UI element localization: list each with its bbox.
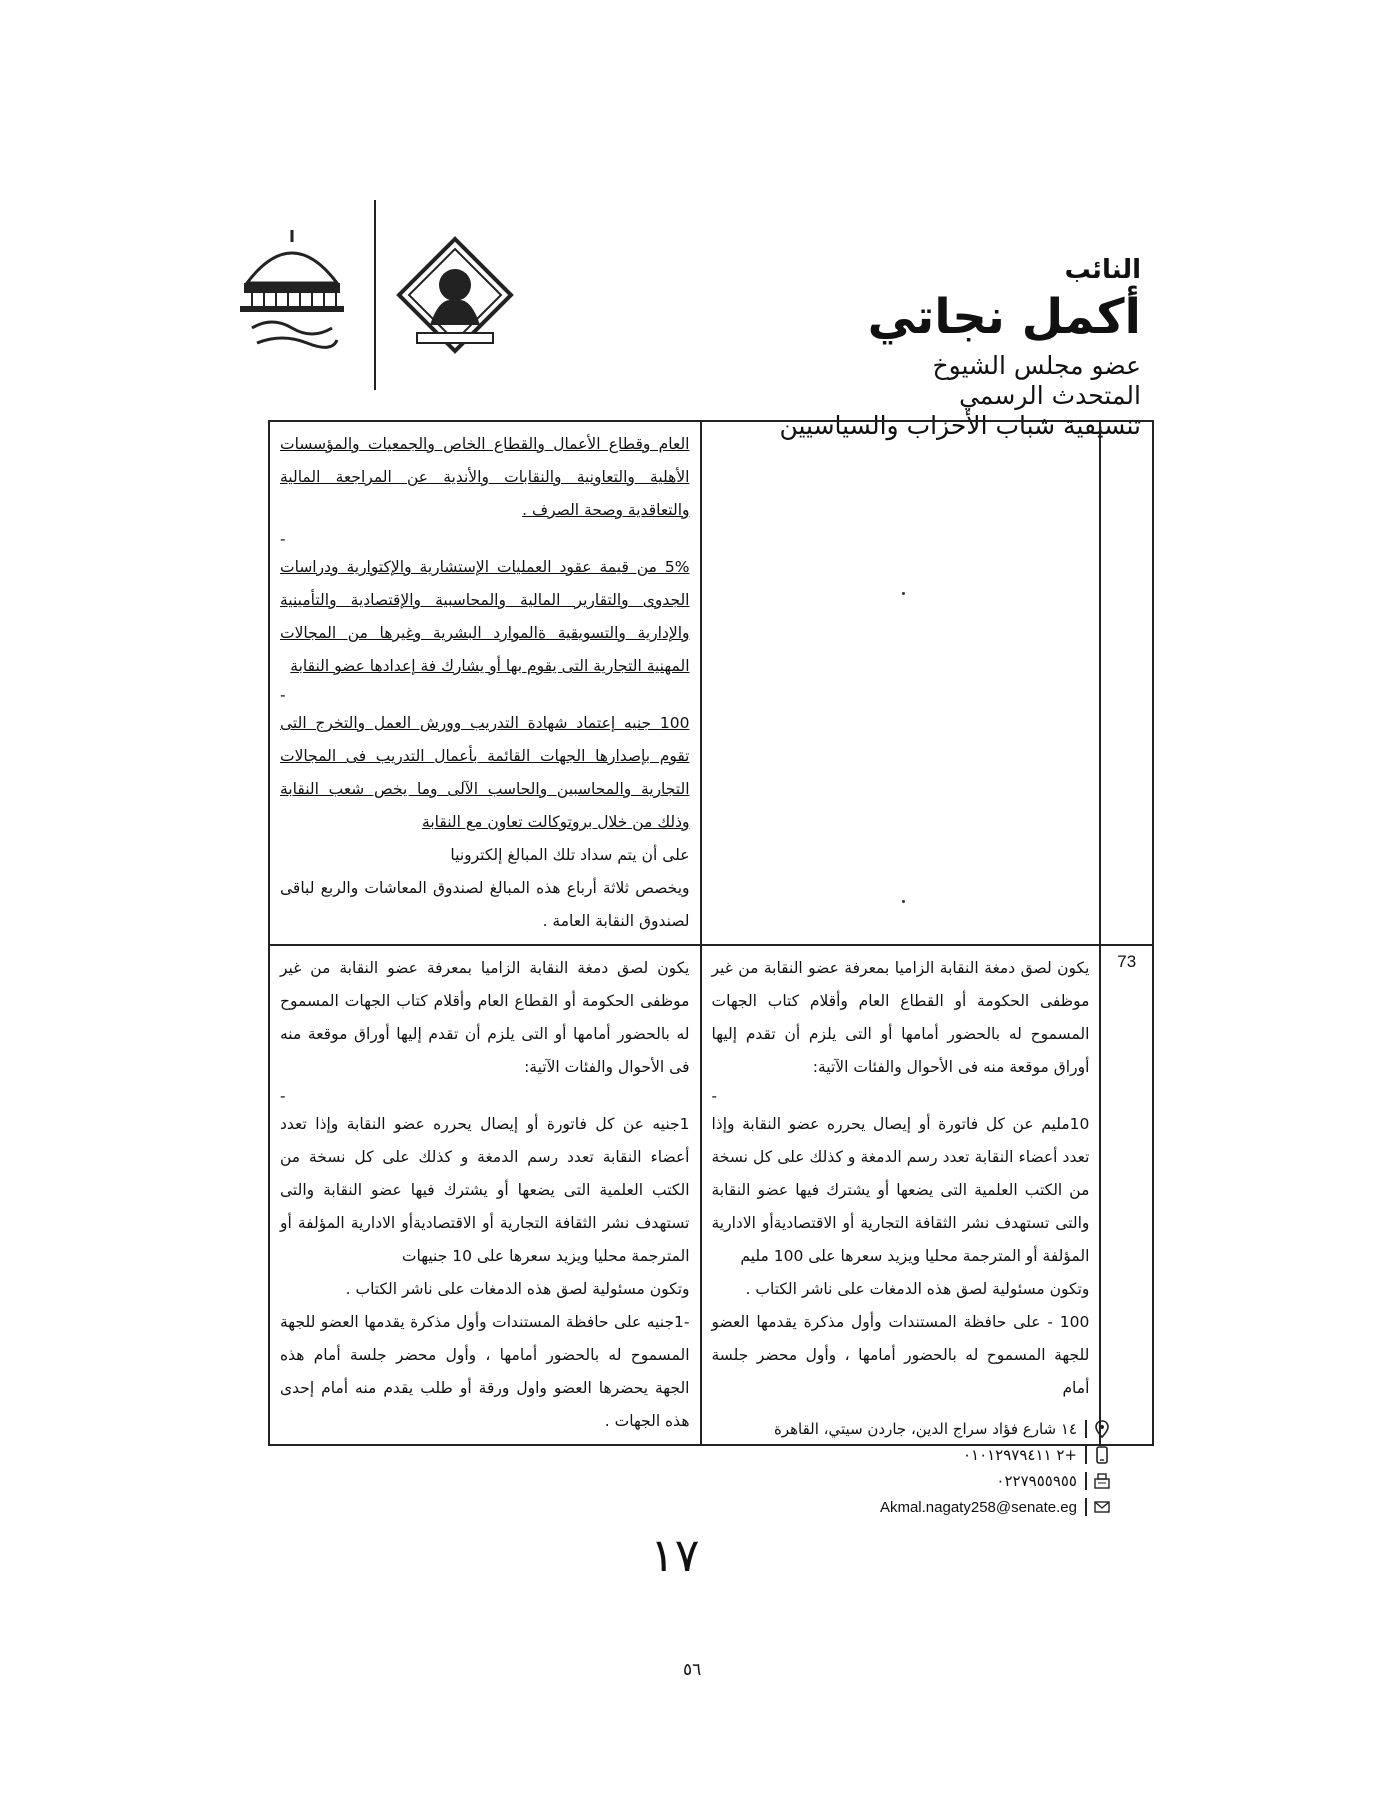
articles-table [268,420,1154,1446]
scan-dot [902,592,905,595]
amendment-text-cell [269,421,701,945]
senate-logo-icon [232,228,352,358]
phone-icon [1085,1446,1111,1464]
role-coordination: تنسيقية شباب الأحزاب والسياسيين [779,411,1141,440]
address-row [774,1416,1111,1442]
paragraph: وتكون مسئولية لصق هذه الدمغات على ناشر الكتاب . [745,1280,1090,1298]
role-senate: عضو مجلس الشيوخ [932,351,1141,380]
email-row [774,1494,1111,1520]
handwritten-page-number: ١٧ [650,1528,700,1582]
paragraph: 10مليم عن كل فاتورة أو إيصال يحرره عضو النقابة وإذا تعدد أعضاء النقابة تعدد رسم الدمغة و كذلك على كل نسخة من الكتب العلمية التى يضعها أو يشترك فيها عضو النقابة والتى تستهدف نشر الثقافة التجارية أو الاقتصاديةأو الادارية المؤلفة أو المترجمة محليا ويزيد سعرها على 100 مليم [711,1115,1090,1265]
table-row [269,945,1153,1445]
paragraph: 5% من قيمة عقود العمليات الإستشارية والإكتوارية ودراسات الجدوى والتقارير المالية والمحاسبية والإقتصادية والتأمينية والإدارية والتسويقية ةالموارد البشرية وغيرها من المجالات المهنية التجارية التى يقوم بها أو يشارك فة إعدادها عضو النقابة [280,558,690,675]
paragraph: على أن يتم سداد تلك المبالغ إلكترونيا [450,846,690,864]
dash-separator: - [280,1087,286,1105]
fax-row [774,1468,1111,1494]
email-icon [1085,1498,1111,1516]
original-text-cell [701,945,1101,1445]
mobile-number: +٢ ٠١٠١٢٩٧٩٤١١ [962,1446,1077,1464]
scan-dot [902,900,905,903]
member-name: أكمل نجاتي [867,289,1141,345]
amendment-text-cell [269,945,701,1445]
paragraph: يكون لصق دمغة النقابة الزاميا بمعرفة عضو النقابة من غير موظفى الحكومة أو القطاع العام وأقلام كتاب الجهات المسموح له بالحضور أمامها أو التى يلزم أن تقدم إليها أوراق موقعة منه فى الأحوال والفئات الآتية: [280,959,690,1076]
paragraph: 1جنيه عن كل فاتورة أو إيصال يحرره عضو النقابة وإذا تعدد أعضاء النقابة تعدد رسم الدمغة و كذلك على كل نسخة من الكتب العلمية التى يضعها أو يشترك فيها عضو النقابة والتى تستهدف نشر الثقافة التجارية أو الاقتصاديةأو الادارية المؤلفة أو المترجمة محليا ويزيد سعرها على 10 جنيهات [280,1115,690,1265]
dash-separator: - [711,1087,718,1105]
dash-separator: - [280,686,286,704]
paragraph: العام وقطاع الأعمال والقطاع الخاص والجمعيات والمؤسسات الأهلية والتعاونية والنقابات والأندية عن المراجعة المالية والتعاقدية وصحة الصرف . [280,435,690,519]
original-text-cell-empty [701,421,1101,945]
logo-divider [374,200,376,390]
header-name-block [779,255,1141,441]
table-row [269,421,1153,945]
address-text: ١٤ شارع فؤاد سراج الدين، جاردن سيتي، القاهرة [773,1420,1077,1438]
paragraph: -1جنيه على حافظة المستندات وأول مذكرة يقدمها العضو للجهة المسموح له بالحضور أمامها ، وأول محضر جلسة أمام هذه الجهة يحضرها العضو واول ورقة أو طلب يقدم منه أمام إحدى هذه الجهات . [280,1313,690,1430]
location-pin-icon [1085,1420,1111,1438]
dash-separator: - [280,530,286,548]
article-number: 73 [1100,945,1153,1445]
page-number: ٥٦ [683,1660,702,1680]
party-logo-icon [395,235,515,355]
fax-number: ٠٢٢٧٩٥٥٩٥٥ [996,1472,1077,1490]
paragraph: 100 جنيه إعتماد شهادة التدريب وورش العمل والتخرج التى تقوم بإصدارها الجهات القائمة بأعمال التدريب فى المجالات التجارية والمحاسبين والحاسب الآلى وما يخص شعب النقابة وذلك من خلال بروتوكالت تعاون مع النقابة [280,714,690,831]
paragraph: يكون لصق دمغة النقابة الزاميا بمعرفة عضو النقابة من غير موظفى الحكومة أو القطاع العام وأقلام كتاب الجهات المسموح له بالحضور أمامها أو التى يلزم أن تقدم إليها أوراق موقعة منه فى الأحوال والفئات الآتية: [711,959,1090,1076]
paragraph: وتكون مسئولية لصق هذه الدمغات على ناشر الكتاب . [345,1280,690,1298]
paragraph: 100 - على حافظة المستندات وأول مذكرة يقدمها العضو للجهة المسموح له بالحضور أمامها ، وأول محضر جلسة أمام [711,1313,1090,1397]
role-spokesperson: المتحدث الرسمي [959,381,1141,410]
fax-icon [1085,1472,1111,1490]
number-cell-empty [1100,421,1153,945]
contact-footer [774,1416,1111,1520]
email-address: Akmal.nagaty258@senate.eg [879,1498,1077,1516]
paragraph: ويخصص ثلاثة أرباع هذه المبالغ لصندوق المعاشات والربع لباقى لصندوق النقابة العامة . [280,879,690,930]
mobile-row [774,1442,1111,1468]
title-prefix: النائب [1064,255,1141,285]
